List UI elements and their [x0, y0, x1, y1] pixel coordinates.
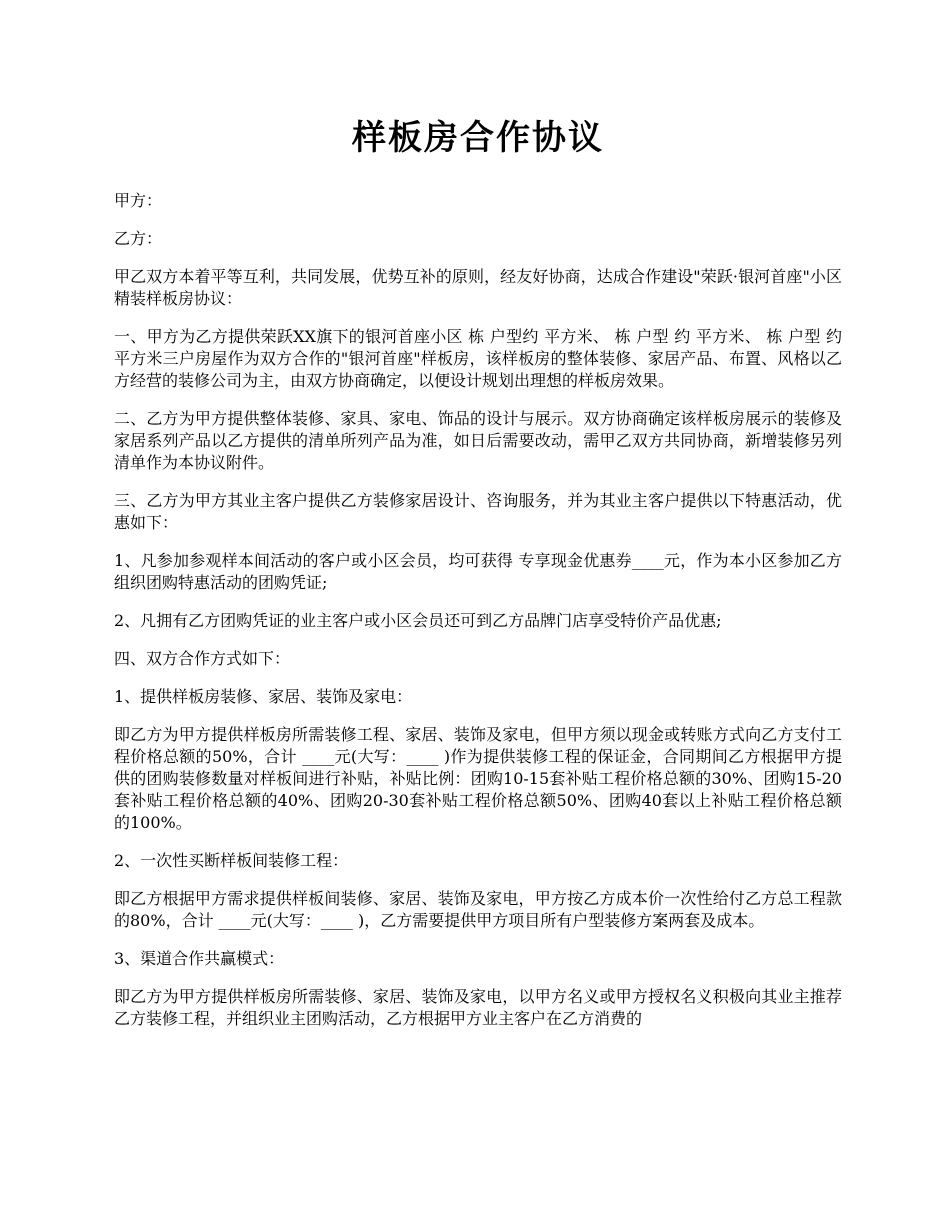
clause-4-option-3-heading: 3、渠道合作共赢模式： [114, 949, 285, 968]
clause-4-option-2-body: 即乙方根据甲方需求提供样板间装修、家居、装饰及家电，甲方按乙方成本价一次性给付乙方总工程款的80%，合计 ____元(大写：____ )，乙方需要提供甲方项目所有户型装修方案两套及成本。 [114, 889, 842, 930]
party-b-line: 乙方： [114, 229, 163, 248]
clause-4-heading: 四、双方合作方式如下： [114, 649, 291, 668]
clause-2-paragraph: 二、乙方为甲方提供整体装修、家具、家电、饰品的设计与展示。双方协商确定该样板房展示的装修及家居系列产品以乙方提供的清单所列产品为准，如日后需要改动，需甲乙双方共同协商，新增装修另列清单作为本协议附件。 [114, 409, 842, 472]
clause-4-option-1-heading: 1、提供样板房装修、家居、装饰及家电： [114, 687, 413, 706]
clause-1-paragraph: 一、甲方为乙方提供荣跃XX旗下的银河首座小区 栋 户型约 平方米、 栋 户型 约 平方米、 栋 户型 约 平方米三户房屋作为双方合作的"银河首座"样板房，该样板房的整体装修、家居产品、布置、风格以乙方经营的装修公司为主，由双方协商确定，以便设计规划出理想的样板房效果。 [114, 327, 842, 390]
preamble-paragraph: 甲乙双方本着平等互利，共同发展，优势互补的原则，经友好协商，达成合作建设"荣跃·银河首座"小区精装样板房协议： [114, 267, 842, 308]
clause-4-option-3-body: 即乙方为甲方提供样板房所需装修、家居、装饰及家电，以甲方名义或甲方授权名义积极向其业主推荐乙方装修工程，并组织业主团购活动，乙方根据甲方业主客户在乙方消费的 [114, 987, 842, 1028]
clause-3-paragraph: 三、乙方为甲方其业主客户提供乙方装修家居设计、咨询服务，并为其业主客户提供以下特惠活动，优惠如下： [114, 491, 842, 532]
clause-4-option-1-body: 即乙方为甲方提供样板房所需装修工程、家居、装饰及家电，但甲方须以现金或转账方式向乙方支付工程价格总额的50%，合计 ____元(大写：____ )作为提供装修工程的保证金，合同期间乙方根据甲方提供的团购装修数量对样板间进行补贴，补贴比例：团购10-15套补贴工程价格总额的30%、团购15-20套补贴工程价格总额的40%、团购20-30套补贴工程价格总额50%、团购40套以上补贴工程价格总额的100%。 [114, 725, 842, 832]
clause-4-option-2-heading: 2、一次性买断样板间装修工程： [114, 851, 349, 870]
clause-3-item-2: 2、凡拥有乙方团购凭证的业主客户或小区会员还可到乙方品牌门店享受特价产品优惠; [114, 611, 722, 630]
clause-3-item-1: 1、凡参加参观样本间活动的客户或小区会员，均可获得 专享现金优惠券____元，作为本小区参加乙方组织团购特惠活动的团购凭证; [114, 551, 842, 592]
party-a-line: 甲方： [114, 191, 163, 210]
document-title: 样板房合作协议 [352, 118, 604, 158]
